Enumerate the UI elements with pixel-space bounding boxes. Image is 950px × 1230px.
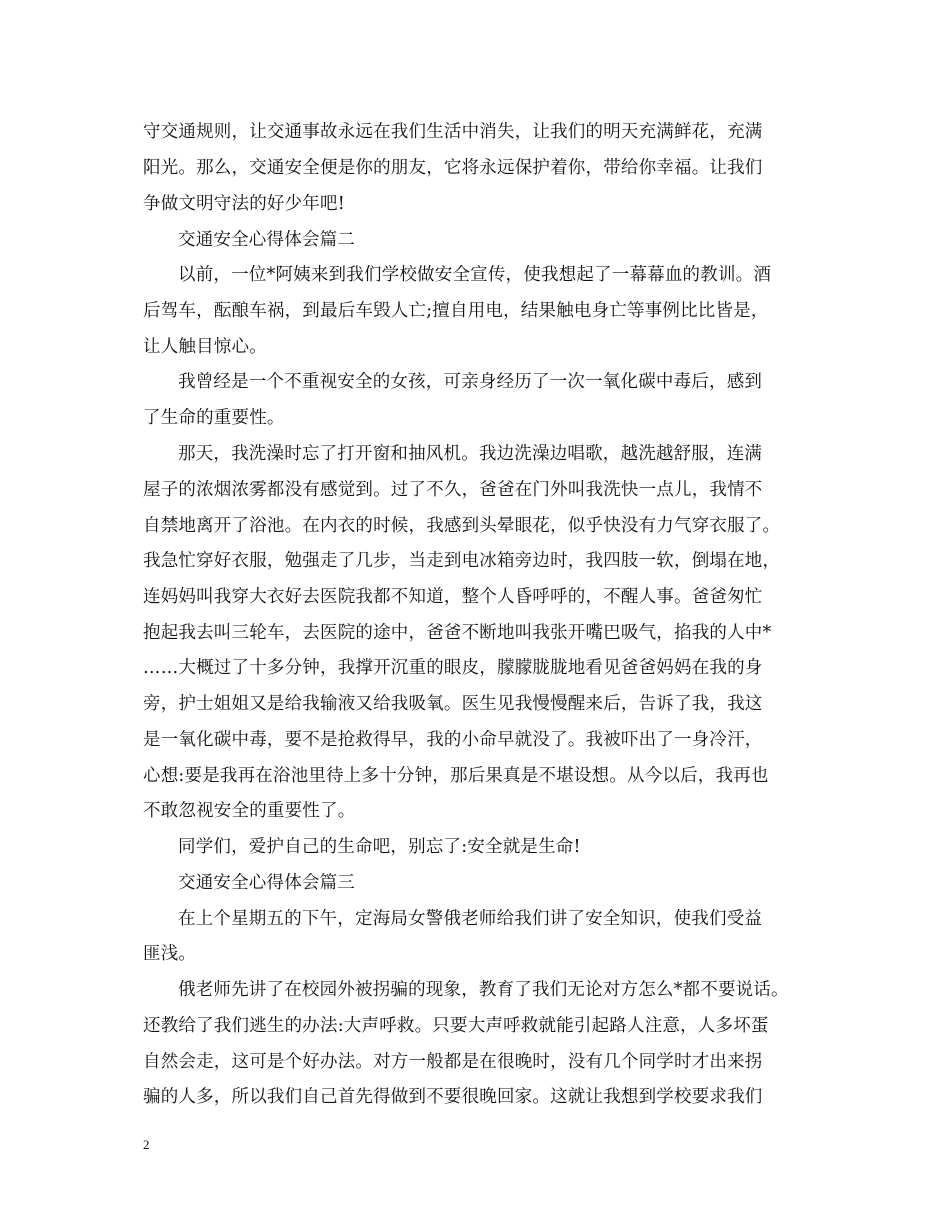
text-line: 在上个星期五的下午，定海局女警俄老师给我们讲了安全知识，使我们受益 [178, 909, 763, 929]
section-heading: 交通安全心得体会篇二 [178, 230, 355, 250]
text-line: 旁，护士姐姐又是给我输液又给我吸氧。医生见我慢慢醒来后，告诉了我，我这 [143, 694, 763, 714]
text-line: 不敢忽视安全的重要性了。 [143, 801, 356, 821]
page-number: 2 [143, 1137, 150, 1152]
text-line: 连妈妈叫我穿大衣好去医院我都不知道，整个人昏呼呼的，不醒人事。爸爸匆忙 [143, 587, 763, 607]
text-line: 后驾车，酝酿车祸，到最后车毁人亡;擅自用电，结果触电身亡等事例比比皆是， [143, 301, 769, 321]
text-line: 同学们，爱护自己的生命吧，别忘了:安全就是生命! [178, 837, 581, 857]
text-line: 俄老师先讲了在校园外被拐骗的现象，教育了我们无论对方怎么*都不要说话。 [178, 980, 789, 1000]
text-line: 还教给了我们逃生的办法:大声呼救。只要大声呼救就能引起路人注意，人多坏蛋 [143, 1016, 769, 1036]
section-heading: 交通安全心得体会篇三 [178, 873, 355, 893]
text-line: 那天，我洗澡时忘了打开窗和抽风机。我边洗澡边唱歌，越洗越舒服，连满 [178, 444, 763, 464]
text-line: 是一氧化碳中毒，要不是抢救得早，我的小命早就没了。我被吓出了一身冷汗， [143, 730, 763, 750]
text-line: 守交通规则，让交通事故永远在我们生活中消失，让我们的明天充满鲜花，充满 [143, 122, 763, 142]
text-line: 以前，一位*阿姨来到我们学校做安全宣传，使我想起了一幕幕血的教训。酒 [178, 265, 772, 285]
text-line: 了生命的重要性。 [143, 408, 285, 428]
text-line: 匪浅。 [143, 944, 197, 964]
text-line: 阳光。那么，交通安全便是你的朋友，它将永远保护着你，带给你幸福。让我们 [143, 158, 763, 178]
text-line: 我急忙穿好衣服，勉强走了几步，当走到电冰箱旁边时，我四肢一软，倒塌在地， [143, 551, 781, 571]
text-line: 自禁地离开了浴池。在内衣的时候，我感到头晕眼花，似乎快没有力气穿衣服了。 [143, 516, 781, 536]
text-line: 自然会走，这可是个好办法。对方一般都是在很晚时，没有几个同学时才出来拐 [143, 1052, 763, 1072]
text-line: 骗的人多，所以我们自己首先得做到不要很晚回家。这就让我想到学校要求我们 [143, 1087, 763, 1107]
text-line: 让人触目惊心。 [143, 337, 267, 357]
text-line: 我曾经是一个不重视安全的女孩，可亲身经历了一次一氧化碳中毒后，感到 [178, 372, 763, 392]
text-line: 屋子的浓烟浓雾都没有感觉到。过了不久，爸爸在门外叫我洗快一点儿，我情不 [143, 480, 763, 500]
text-line: 争做文明守法的好少年吧! [143, 194, 345, 214]
text-line: ……大概过了十多分钟，我撑开沉重的眼皮，朦朦胧胧地看见爸爸妈妈在我的身 [143, 658, 763, 678]
text-line: 抱起我去叫三轮车，去医院的途中，爸爸不断地叫我张开嘴巴吸气，掐我的人中* [143, 623, 772, 643]
text-line: 心想:要是我再在浴池里待上多十分钟，那后果真是不堪设想。从今以后，我再也 [143, 766, 769, 786]
